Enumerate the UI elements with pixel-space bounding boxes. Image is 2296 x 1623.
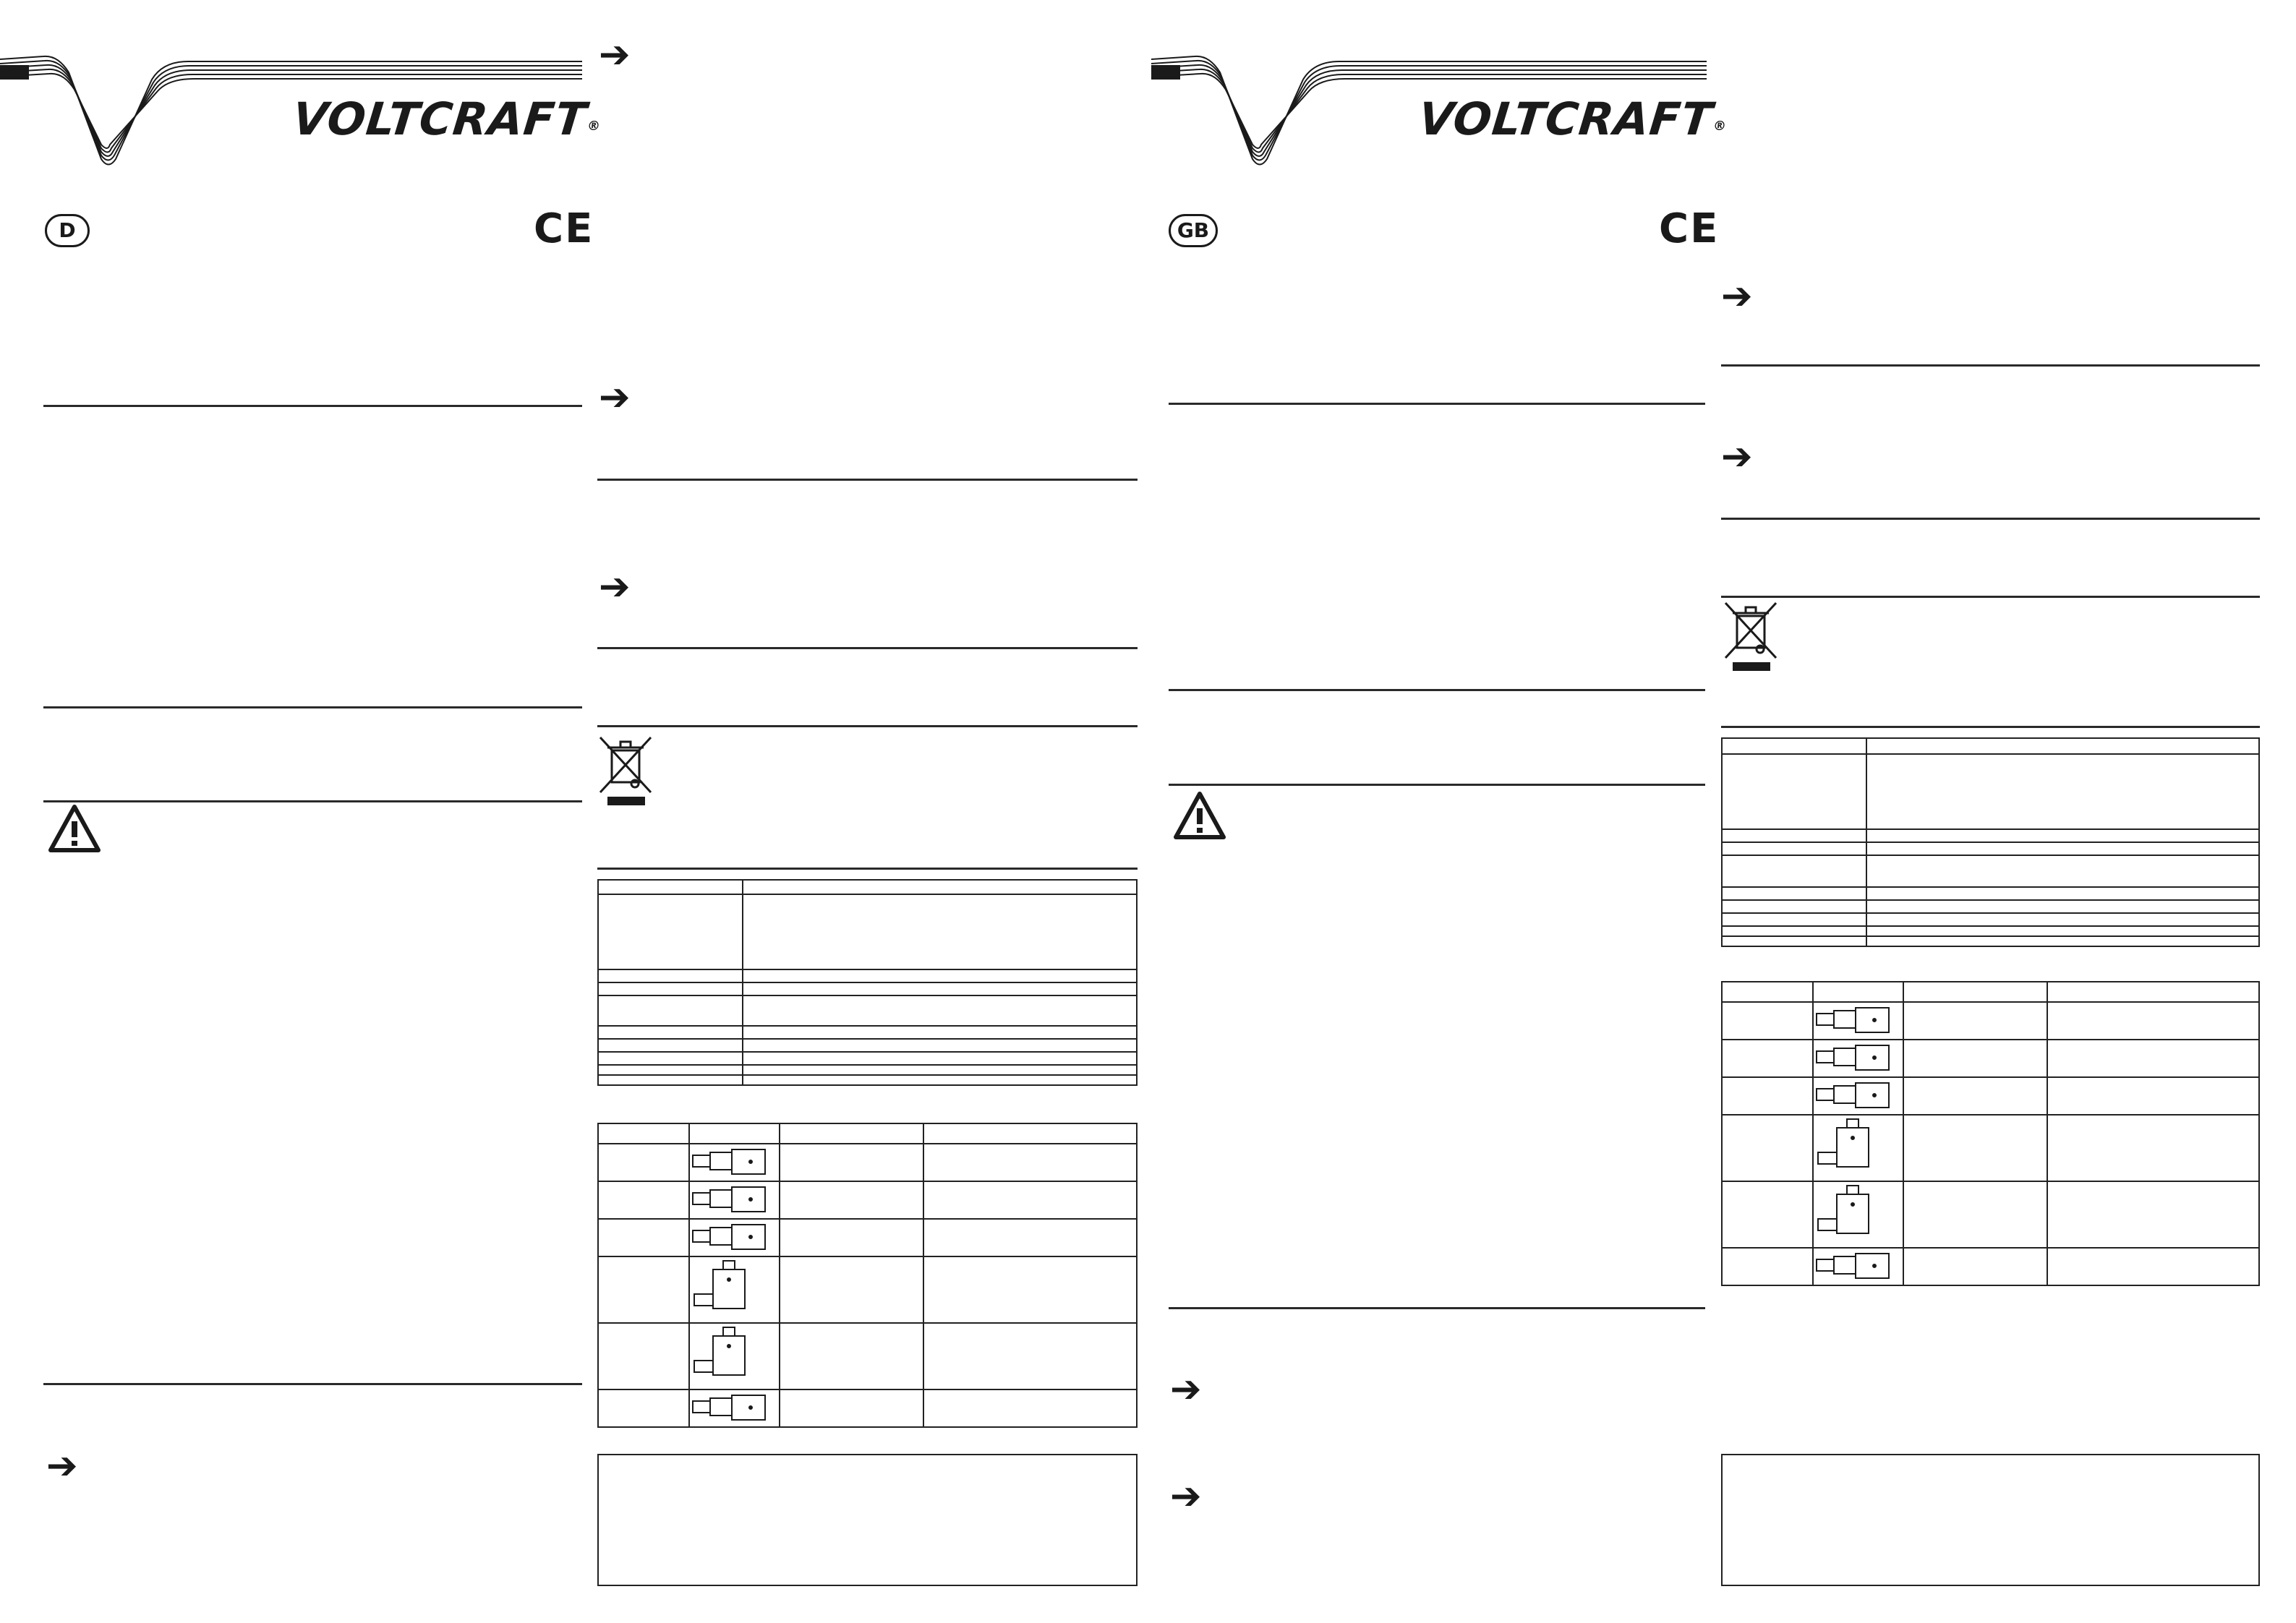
right-arrow-icon: ➔ [599, 376, 631, 419]
crossed-out-wheelie-bin-icon [597, 735, 655, 807]
right-arrow-icon: ➔ [1721, 275, 1753, 318]
section-divider [597, 647, 1138, 649]
registered-mark: ® [586, 119, 602, 134]
specifications-table [597, 879, 1138, 1086]
imprint-box [597, 1454, 1138, 1586]
adapter-plugs-table [597, 1123, 1138, 1428]
language-badge-gb: GB [1169, 214, 1218, 247]
section-divider [597, 479, 1138, 481]
dc-plug-adapter-icon [691, 1147, 771, 1177]
section-divider [1721, 726, 2260, 728]
brand-logo [1416, 93, 1730, 145]
section-divider [43, 1383, 582, 1385]
dc-plug-adapter-icon [1815, 1118, 1873, 1178]
section-divider [597, 725, 1138, 727]
warning-triangle-icon [1173, 791, 1226, 840]
dc-plug-adapter-icon [1815, 1005, 1895, 1035]
right-arrow-icon: ➔ [599, 565, 631, 609]
right-arrow-icon: ➔ [599, 33, 631, 77]
dc-plug-adapter-icon [691, 1392, 771, 1423]
section-divider [43, 405, 582, 407]
right-arrow-icon: ➔ [1721, 435, 1753, 479]
section-divider [597, 868, 1138, 870]
brand-logo-text: VOLTCRAFT [290, 93, 589, 145]
brand-logo [290, 93, 605, 145]
registered-mark: ® [1712, 119, 1728, 134]
dc-plug-adapter-icon [1815, 1042, 1895, 1073]
right-arrow-icon: ➔ [1170, 1475, 1202, 1518]
dc-plug-adapter-icon [1815, 1251, 1895, 1281]
ce-mark: CE [534, 205, 594, 252]
brand-logo-text: VOLTCRAFT [1416, 93, 1715, 145]
section-divider [1721, 364, 2260, 367]
section-divider [1169, 689, 1705, 691]
section-divider [43, 706, 582, 708]
specifications-table [1721, 737, 2260, 947]
section-divider [43, 800, 582, 802]
imprint-box [1721, 1454, 2260, 1586]
section-divider [1169, 784, 1705, 786]
adapter-plugs-table [1721, 981, 2260, 1286]
section-divider [1169, 403, 1705, 405]
dc-plug-adapter-icon [691, 1222, 771, 1252]
warning-triangle-icon [48, 804, 101, 853]
section-divider [1169, 1307, 1705, 1309]
dc-plug-adapter-icon [1815, 1184, 1873, 1245]
dc-plug-adapter-icon [1815, 1080, 1895, 1110]
right-arrow-icon: ➔ [46, 1444, 78, 1488]
language-badge-de: D [45, 214, 90, 247]
ce-mark: CE [1659, 205, 1720, 252]
dc-plug-adapter-icon [691, 1184, 771, 1215]
crossed-out-wheelie-bin-icon [1723, 600, 1780, 672]
section-divider [1721, 596, 2260, 598]
dc-plug-adapter-icon [691, 1259, 749, 1320]
right-arrow-icon: ➔ [1170, 1368, 1202, 1411]
section-divider [1721, 518, 2260, 520]
dc-plug-adapter-icon [691, 1326, 749, 1387]
